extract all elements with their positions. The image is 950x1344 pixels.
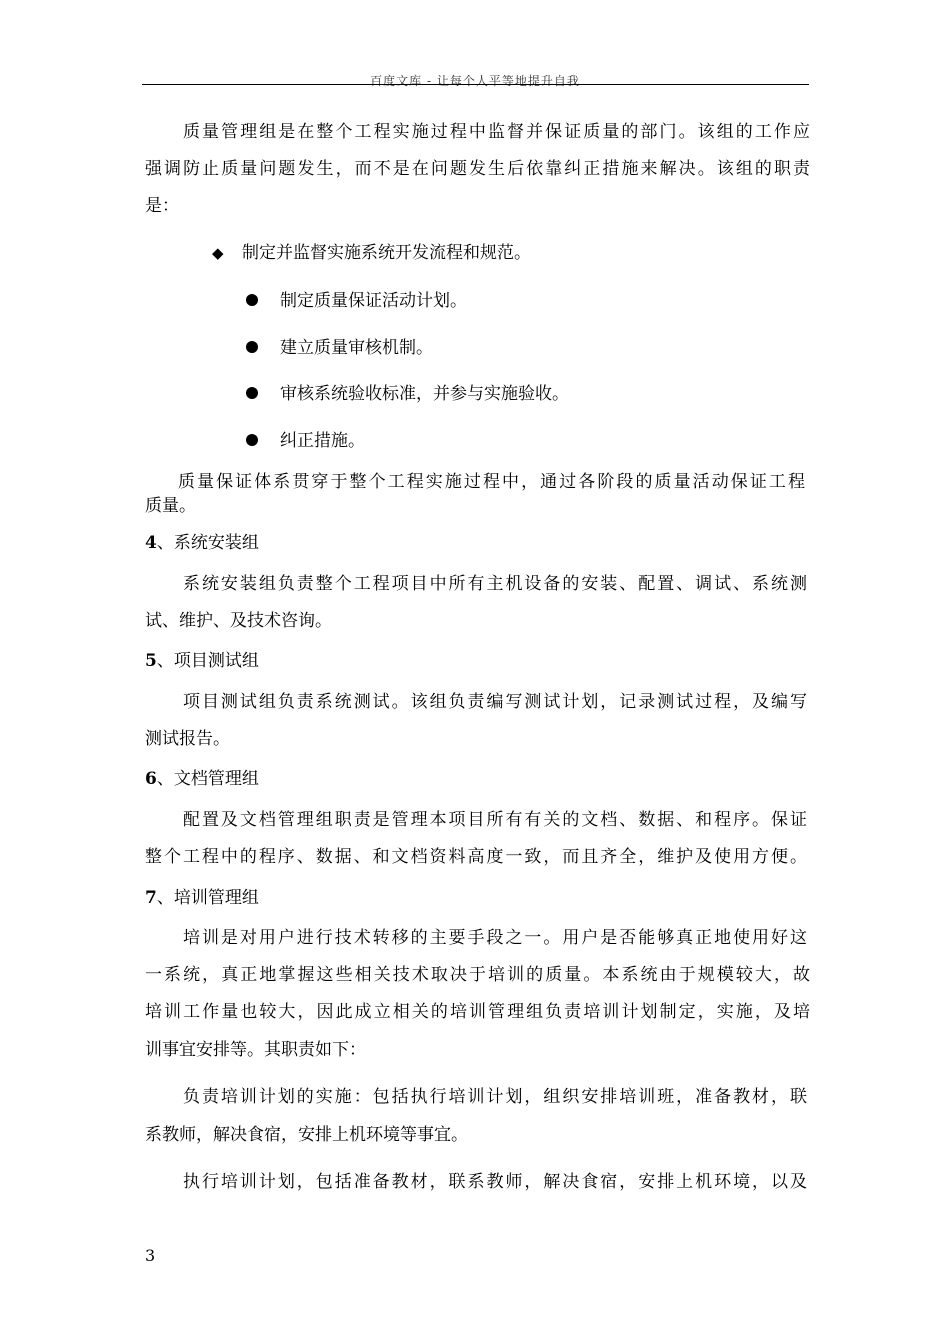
- text-line: 培训工作量也较大，因此成立相关的培训管理组负责培训计划制定，实施，及培: [145, 1002, 810, 1022]
- text-line: 试、维护、及技术咨询。: [145, 611, 332, 631]
- list-item-text: 纠正措施。: [280, 431, 365, 451]
- section-number: 4: [145, 533, 157, 553]
- text-line: 训事宜安排等。其职责如下：: [145, 1040, 366, 1060]
- text-line: 负责培训计划的实施：包括执行培训计划，组织安排培训班，准备教材，联: [183, 1087, 807, 1107]
- text-line: 测试报告。: [145, 729, 230, 749]
- list-item-text: 制定质量保证活动计划。: [280, 291, 467, 311]
- text-line: 执行培训计划，包括准备教材，联系教师，解决食宿，安排上机环境，以及: [183, 1172, 807, 1192]
- text-line: 系统安装组负责整个工程项目中所有主机设备的安装、配置、调试、系统测: [183, 574, 807, 594]
- list-item-text: 建立质量审核机制。: [280, 338, 433, 358]
- text-line: 项目测试组负责系统测试。该组负责编写测试计划，记录测试过程，及编写: [183, 692, 807, 712]
- diamond-bullet-icon: ◆: [212, 244, 224, 262]
- list-item: [246, 289, 467, 313]
- text-line: 质量。: [145, 496, 196, 516]
- text-line: 整个工程中的程序、数据、和文档资料高度一致，而且齐全，维护及使用方便。: [145, 847, 807, 867]
- section-number: 6: [145, 769, 157, 789]
- text-line: 强调防止质量问题发生，而不是在问题发生后依靠纠正措施来解决。该组的职责: [145, 159, 810, 179]
- list-item-text: 审核系统验收标准，并参与实施验收。: [280, 384, 569, 404]
- section-heading: [145, 767, 810, 791]
- list-item-text: 制定并监督实施系统开发流程和规范。: [242, 243, 531, 263]
- section-title: 、文档管理组: [156, 769, 259, 789]
- text-line: 是：: [145, 196, 179, 216]
- header-text: 百度文库 - 让每个人平等地提升自我: [370, 74, 580, 88]
- section-title: 、培训管理组: [156, 888, 259, 908]
- section-title: 、系统安装组: [156, 533, 259, 553]
- section-title: 、项目测试组: [156, 651, 259, 671]
- text-line: 一系统，真正地掌握这些相关技术取决于培训的质量。本系统由于规模较大，故: [145, 965, 810, 985]
- text-line: 质量保证体系贯穿于整个工程实施过程中，通过各阶段的质量活动保证工程: [178, 472, 805, 492]
- page-number: 3: [145, 1246, 156, 1265]
- text-line: 质量管理组是在整个工程实施过程中监督并保证质量的部门。该组的工作应: [183, 122, 810, 142]
- section-number: 7: [145, 888, 157, 908]
- section-number: 5: [145, 651, 157, 671]
- text-line: 系教师，解决食宿，安排上机环境等事宜。: [145, 1125, 468, 1145]
- section-heading: [145, 886, 810, 910]
- section-heading: [145, 649, 810, 673]
- bullet-dot-icon: [246, 294, 258, 306]
- bullet-dot-icon: [246, 387, 258, 399]
- text-line: 配置及文档管理组职责是管理本项目所有有关的文档、数据、和程序。保证: [183, 810, 807, 830]
- bullet-dot-icon: [246, 341, 258, 353]
- list-item: [246, 382, 569, 406]
- bullet-dot-icon: [246, 434, 258, 446]
- text-line: 培训是对用户进行技术转移的主要手段之一。用户是否能够真正地使用好这: [183, 928, 807, 948]
- list-item: [246, 429, 365, 453]
- section-heading: [145, 531, 810, 555]
- header-rule: [142, 84, 809, 85]
- list-item: [212, 241, 531, 265]
- list-item: [246, 336, 433, 360]
